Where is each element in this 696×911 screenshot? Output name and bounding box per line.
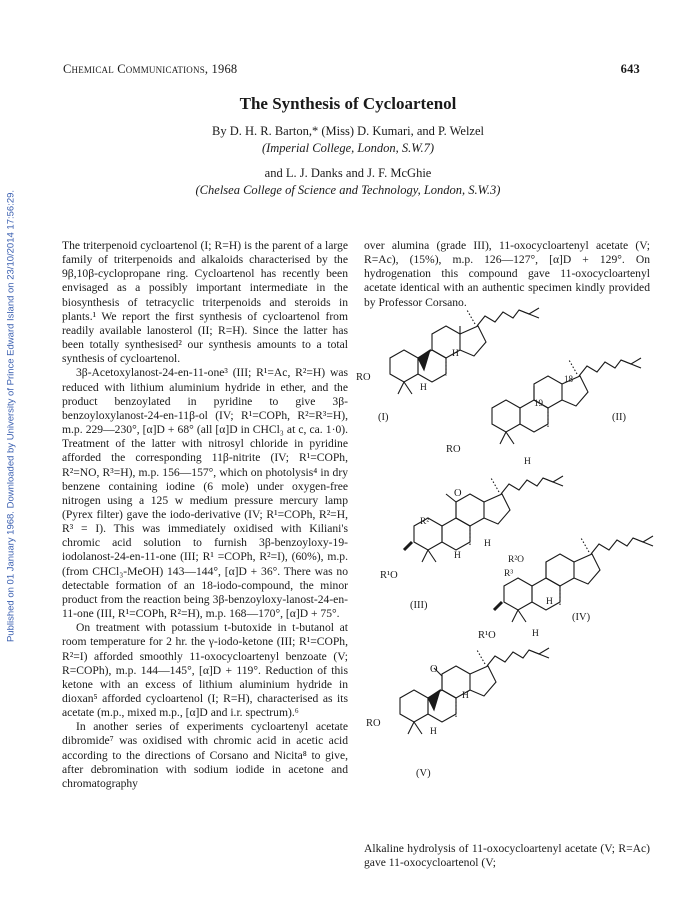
structure-label: (III) — [410, 600, 428, 611]
atom-label: RO — [366, 718, 381, 729]
atom-label: H — [430, 727, 437, 737]
right-column-top — [364, 239, 650, 310]
atom-label: R³ — [504, 569, 514, 579]
atom-label: 19 — [534, 398, 543, 408]
atom-label: H — [452, 349, 459, 359]
paragraph: In another series of experiments cycloartenyl acetate dibromide⁷ was oxidised with chromic acid in acetic acid according to the directions of Corsano and Nicita⁸ to give, after debromination with sodium iodide in acetone and chromatography — [62, 720, 348, 790]
byline-secondary: and L. J. Danks and J. F. McGhie — [264, 166, 432, 180]
paragraph: Alkaline hydrolysis of 11-oxocycloartenyl acetate (V; R=Ac) gave 11-oxocycloartenol (V; — [364, 842, 650, 870]
affiliation-primary: (Imperial College, London, S.W.7) — [261, 141, 435, 155]
atom-label: RO — [356, 372, 371, 383]
atom-label: 18 — [564, 374, 573, 384]
paragraph: The triterpenoid cycloartenol (I; R=H) is the parent of a large family of triterpenoids and alkaloids characterised by the 9β,10β-cyclopropane ring. Cycloartenol has recently been envisaged as a possibly important intermediate in the biosynthesis of tetracyclic triterpenoids and steroids in plants.¹ We report the first synthesis of cycloartenol from readily available lanosterol (II; R=H). Since the latter has been totally synthesised² our synthesis amounts to a total synthesis of cycloartenol. — [62, 239, 348, 366]
structure-label: (IV) — [572, 612, 591, 623]
running-head — [63, 62, 640, 77]
atom-label: H — [454, 551, 461, 561]
atom-label: R² — [420, 517, 430, 527]
atom-label: H — [524, 457, 531, 467]
structure-label: (V) — [416, 768, 431, 779]
atom-label: R²O — [508, 555, 525, 565]
paragraph: On treatment with potassium t-butoxide in t-butanol at room temperature for 2 hr. the γ-iodo-ketone (III; R¹=COPh, R²=I) afforded smoothly 11-oxocycloartenyl benzoate (V; R=COPh), m.p. 144—145°, [α]D + 119°. Reduction of this ketone with an excess of lithium aluminium hydride in dioxan⁵ afforded cycloartenol (I; R=H), characterised as its acetate (m.p., mixed m.p., [α]D and i.r. spectrum).⁶ — [62, 621, 348, 720]
atom-label: H — [462, 691, 469, 701]
atom-label: H — [420, 383, 427, 393]
atom-label: R¹O — [380, 570, 398, 581]
download-notice: Published on 01 January 1968. Downloaded by University of Prince Edward Island on 23/10/2014 17:56:29. — [5, 189, 17, 643]
byline-primary: By D. H. R. Barton,* (Miss) D. Kumari, and P. Welzel — [211, 124, 484, 138]
journal-name: Chemical Communications, 1968 — [63, 62, 238, 76]
article-title: The Synthesis of Cycloartenol — [239, 94, 457, 113]
paragraph: 3β-Acetoxylanost-24-en-11-one³ (III; R¹=Ac, R²=H) was reduced with lithium aluminium hydride in ether, and the product benzoylated in pyridine to give 3β-benzoyloxylanost-24-en-11β-ol (IV; R¹=COPh, R²=R³=H), m.p. 229—230°, [α]D + 68° (all [α]D in CHCl₃ at c, ca. 1·0). Treatment of the latter with nitrosyl chloride in pyridine afforded the corresponding 11β-nitrite (IV; R¹=COPh, R²=NO, R³=H), m.p. 156—157°, which on photolysis⁴ in dry benzene containing iodine (6 mole) under oxygen-free nitrogen using a 125 w medium pressure mercury lamp (Pyrex filter) gave the iodo-derivative (IV; R¹=COPh, R²=H, R³ = I). This was immediately oxidised with Kiliani's chromic acid solution to furnish 3β-benzoyloxy-19-iodolanost-24-en-11-one (III; R¹ =COPh, R²=I), (60%), m.p. (from CHCl₃-MeOH) 143—144°, [α]D + 36°. There was no detectable formation of an 18-iodo-compound, the minor product from the reaction being 3β-benzoyloxy-lanost-24-en-11-one (III, R¹=COPh, R²=H), m.p. 168—170°, [α]D + 75°. — [62, 366, 348, 621]
paragraph: over alumina (grade III), 11-oxocycloartenyl acetate (V; R=Ac), (15%), m.p. 126—127°, [α]D + 129°. On hydrogenation this compound gave 11-oxocycloartenyl acetate identical with an authentic specimen kindly provided by Professor Corsano. — [364, 239, 650, 309]
structure-label: (I) — [378, 412, 389, 423]
affiliation-secondary: (Chelsea College of Science and Technology, London, S.W.3) — [195, 183, 501, 197]
structure-diagrams — [358, 306, 658, 806]
atom-label: R¹O — [478, 630, 496, 641]
atom-label: H — [532, 629, 539, 639]
left-column — [62, 239, 348, 791]
right-column-bottom — [364, 842, 650, 870]
atom-label: H — [546, 597, 553, 607]
page-number: 643 — [620, 62, 640, 76]
atom-label: H — [484, 539, 491, 549]
atom-label: RO — [446, 444, 461, 455]
structure-label: (II) — [612, 412, 626, 423]
atom-label: O — [454, 488, 462, 499]
atom-label: O — [430, 664, 438, 675]
